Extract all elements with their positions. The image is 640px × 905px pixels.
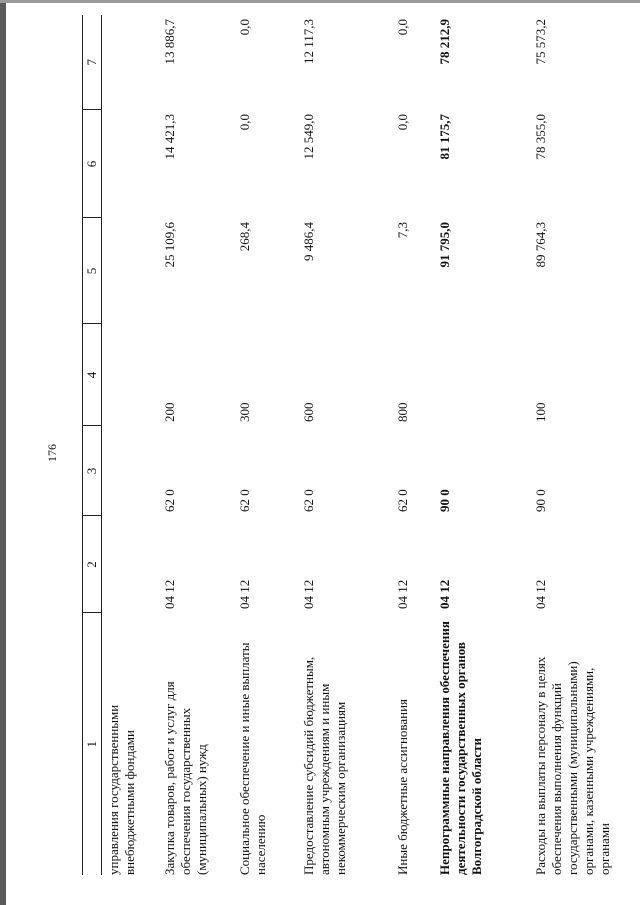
row-section: 04 12	[533, 579, 548, 609]
row-col6: 0,0	[395, 114, 410, 131]
row-col6	[102, 110, 159, 218]
row-col6: 81 175,7	[437, 114, 452, 160]
row-target: 62 0	[301, 489, 316, 512]
row-col5: 268,4	[237, 222, 252, 252]
row-section: 04 12	[301, 579, 316, 609]
header-col-5: 5	[83, 218, 102, 324]
header-row	[83, 15, 102, 875]
row-col5	[102, 218, 159, 324]
row-col7: 75 573,2	[533, 19, 548, 65]
row-col5: 9 486,4	[301, 222, 316, 261]
row-name: Социальное обеспечение и иные выплаты населению	[237, 642, 268, 875]
row-name: Закупка товаров, работ и услуг для обеспечения государственных (муниципальных) нужд	[162, 681, 209, 875]
row-col6: 14 421,3	[162, 114, 177, 160]
table-row-section-total	[433, 15, 529, 875]
row-section	[102, 516, 159, 613]
row-col5: 91 795,0	[437, 222, 452, 268]
row-target: 62 0	[162, 489, 177, 512]
table-header	[83, 15, 102, 875]
row-name: Расходы на выплаты персоналу в целях обеспечения выполнения функций государственными (муниципальными) органами, казенными учреждениями, органами	[533, 656, 612, 875]
header-col-6: 6	[83, 110, 102, 218]
header-col-1: 1	[83, 613, 102, 875]
row-col7: 13 886,7	[162, 19, 177, 65]
row-name: управления государственными внебюджетными фондами	[106, 704, 137, 875]
header-col-4: 4	[83, 324, 102, 426]
row-name: Иные бюджетные ассигнования	[395, 698, 410, 875]
row-expense-type	[102, 324, 159, 426]
row-section: 04 12	[395, 579, 410, 609]
row-name: Предоставление субсидий бюджетным, автономным учреждениям и иным некоммерческим организациям	[301, 656, 348, 875]
budget-table	[82, 15, 613, 875]
row-col5: 25 109,6	[162, 222, 177, 268]
row-col6: 78 355,0	[533, 114, 548, 160]
row-expense-type: 300	[237, 402, 252, 422]
row-target: 62 0	[395, 489, 410, 512]
row-col7: 12 117,3	[301, 19, 316, 65]
row-col7	[102, 15, 159, 110]
row-target	[102, 426, 159, 516]
row-target: 62 0	[237, 489, 252, 512]
row-expense-type: 200	[162, 402, 177, 422]
row-section: 04 12	[237, 579, 252, 609]
table-row	[297, 15, 391, 875]
row-col5: 89 764,3	[533, 222, 548, 268]
row-col7: 0,0	[395, 19, 410, 36]
table-row	[391, 15, 433, 875]
table-row	[529, 15, 613, 875]
row-section: 04 12	[162, 579, 177, 609]
page-number: 176	[45, 444, 59, 462]
row-col7: 0,0	[237, 19, 252, 36]
header-col-7: 7	[83, 15, 102, 110]
table-row	[233, 15, 297, 875]
table-row	[158, 15, 233, 875]
row-target: 90 0	[533, 489, 548, 512]
row-section: 04 12	[437, 579, 452, 609]
row-expense-type: 600	[301, 402, 316, 422]
table-row	[102, 15, 159, 875]
row-col6: 12 549,0	[301, 114, 316, 160]
table-body	[102, 15, 614, 875]
header-col-2: 2	[83, 516, 102, 613]
header-col-3: 3	[83, 426, 102, 516]
row-target: 90 0	[437, 489, 452, 512]
row-col6: 0,0	[237, 114, 252, 131]
row-name: Непрограммные направления обеспечения деятельности государственных органов Волгоградской области	[437, 621, 484, 875]
row-expense-type: 800	[395, 402, 410, 422]
row-expense-type: 100	[533, 402, 548, 422]
row-expense-type	[433, 324, 529, 426]
row-col5: 7,3	[395, 222, 410, 239]
row-col7: 78 212,9	[437, 19, 452, 65]
